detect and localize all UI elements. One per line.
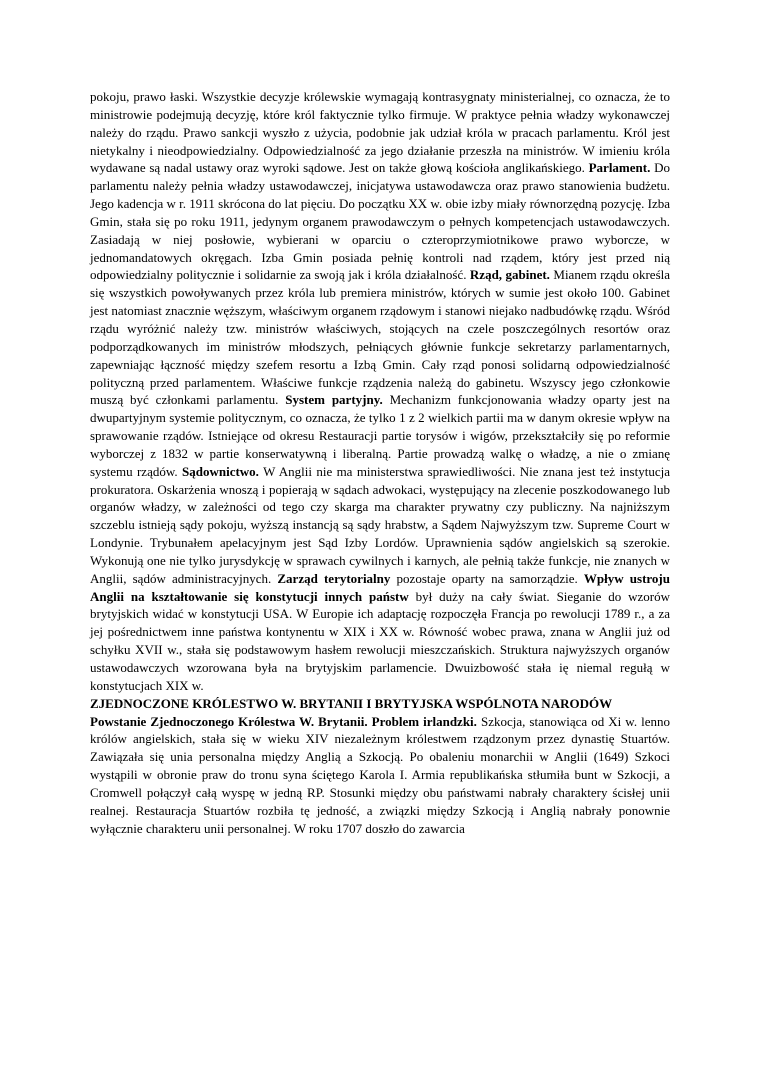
text-run: Do parlamentu należy pełnia władzy ustawodawczej, inicjatywa ustawodawcza oraz prawo stanowienia budżetu. Jego kadencja w r. 1911 skrócona do lat pięciu. Do początku XX w. obie izby miały równorzędną pozycję. Izba Gmin, stała się po roku 1911, jedynym organem prawodawczym o pełnych kompetencjach ustawodawczych. Zasiadają w niej posłowie, wybierani w oparciu o czteroprzymiotnikowe prawo wyborcze, w jednomandatowych okręgach. Izba Gmin posiada pełnię kontroli nad rządem, który jest przed nią odpowiedzialny politycznie i solidarnie za swoją jak i króla działalność. <box>90 160 670 283</box>
text-run: Mechanizm funkcjonowania władzy oparty jest na dwupartyjnym systemie politycznym, co oznacza, że tylko 1 z 2 wielkich partii ma w danym okresie wpływ na sprawowanie rządów. Istniejące od okresu Restauracji partie torysów i wigów, przekształciły się po reformie wyborczej z 1832 w partie konserwatywną i liberalną. Partie prowadzą walkę o władzę, a nie o zmianę systemu rządów. <box>90 392 671 479</box>
body-paragraph-scotland-union <box>90 713 670 838</box>
bold-run-wplyw-ustroju: Wpływ ustroju Anglii na kształtowanie się konstytucji innych państw <box>90 570 670 604</box>
text-run: Szkocja, stanowiąca od Xi w. lenno królów angielskich, stała się w wieku XIV niezależnym królestwem rządzonym przez dynastię Stuartów. Zawiązała się unia personalna między Anglią a Szkocją. Po obaleniu monarchii w Anglii (1649) Szkoci wystąpili w obronie praw do tronu syna ściętego Karola I. Armia republikańska stłumiła bunt w Szkocji, a Cromwell połączył całą wyspę w jedną RP. Stosunki między obu państwami nabrały charaktery ścisłej unii realnej. Restauracja Stuartów rozbiła tę jedność, a związki między Szkocją i Anglią nabrały ponownie wyłącznie charakteru unii personalnej. W roku 1707 doszło do zawarcia <box>90 713 670 836</box>
text-run: był duży na cały świat. Sieganie do wzorów brytyjskich widać w konstytucji USA. W Europie ich adaptację rozpoczęła Francja po rewolucji 1789 r., a za jej pośrednictwem inne państwa kontynentu w XIX i XX w. Równość wobec prawa, znana w Anglii już od schyłku XVII w., stała się podstawowym hasłem rewolucji mieszczańskich. Struktura najwyższych organów ustawodawczych wzorowana była na brytyjskim parlamencie. Dwuizbowość stała ię niemal regułą w konstytucjach XIX w. <box>90 588 670 693</box>
bold-run-powstanie-krolestwa: Powstanie Zjednoczonego Królestwa W. Brytanii. Problem irlandzki. <box>90 713 477 729</box>
bold-run-zarzad-terytorialny: Zarząd terytorialny <box>277 570 391 586</box>
bold-run-parlament: Parlament. <box>588 160 651 176</box>
body-paragraph-monarchy-parliament <box>90 88 670 695</box>
bold-run-sadownictwo: Sądownictwo. <box>182 463 259 479</box>
bold-run-rzad-gabinet: Rząd, gabinet. <box>469 267 550 283</box>
document-page <box>90 88 670 837</box>
text-run: pokoju, prawo łaski. Wszystkie decyzje królewskie wymagają kontrasygnaty ministerialnej, co oznacza, że to ministrowie podejmują decyzję, które król faktycznie tylko firmuje. W praktyce pełnia władzy wykonawczej należy do rządu. Prawo sankcji wyszło z użycia, podobnie jak udział króla w pracach parlamentu. Król jest nietykalny i nieodpowiedzialny. Odpowiedzialność za jego działanie przeszła na ministrów. W imieniu króla wydawane są nadal ustawy oraz wyroki sądowe. Jest on także głową kościoła anglikańskiego. <box>90 89 670 176</box>
heading-run: ZJEDNOCZONE KRÓLESTWO W. BRYTANII I BRYTYJSKA WSPÓLNOTA NARODÓW <box>90 695 613 711</box>
section-heading-united-kingdom <box>90 695 670 713</box>
text-run: W Anglii nie ma ministerstwa sprawiedliwości. Nie znana jest też instytucja prokuratora. Oskarżenia wnoszą i popierają w sądach adwokaci, występujący na zlecenie poszkodowanego lub organów władzy, w zależności od tego czy skarga ma charakter prywatny czy publiczny. Na najniższym szczeblu istnieją sądy pokoju, wyższą instancją są sądy hrabstw, a Sądem Najwyższym tzw. Supreme Court w Londynie. Trybunałem apelacyjnym jest Sąd Izby Lordów. Uprawnienia sądów angielskich są szerokie. Wykonują one nie tylko jurysdykcję w sprawach cywilnych i karnych, ale pełnią także funkcje, nie znanych w Anglii, sądów administracyjnych. <box>90 463 670 586</box>
text-run: pozostaje oparty na samorządzie. <box>390 570 584 586</box>
bold-run-system-partyjny: System partyjny. <box>285 392 383 408</box>
text-run: Mianem rządu określa się wszystkich powoływanych przez króla lub premiera ministrów, których w sumie jest około 100. Gabinet jest natomiast znacznie węższym, właściwym organem rządowym i stanowi niejako nadbudówkę rządu. Wśród rządu wyróżnić należy tzw. ministrów właściwych, stojących na czele poszczególnych resortów oraz podporządkowanych im ministrów młodszych, pełniących głównie funkcje sekretarzy parlamentarnych, zapewniając łączność między szefem resortu a Izbą Gmin. Cały rząd ponosi solidarną odpowiedzialność polityczną przed parlamentem. Właściwe funkcje rządzenia należą do gabinetu. Wszyscy jego członkowie muszą być członkami parlamentu. <box>90 267 671 408</box>
